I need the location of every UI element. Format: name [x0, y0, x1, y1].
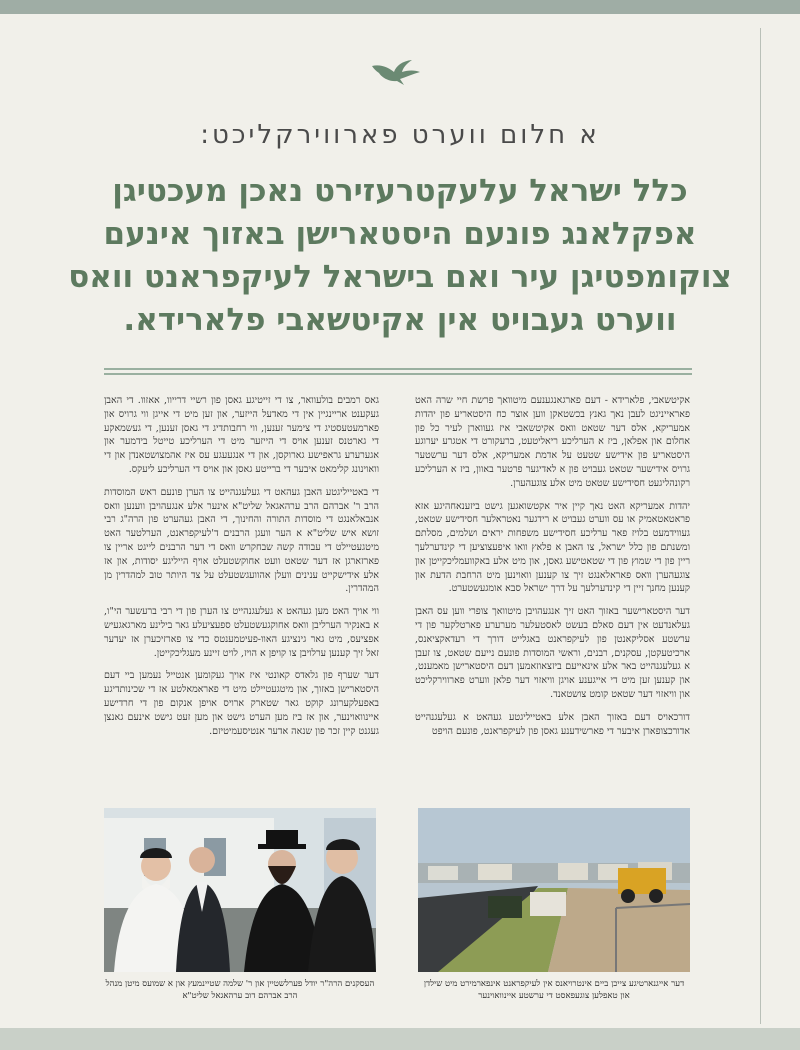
- divider-rule: [104, 373, 692, 375]
- photo-construction-illustration: [418, 808, 690, 972]
- paragraph: גאס רמבים בולעוואר, צו די זייטיגע גאסן פון רשיי דרייוו, אאזוו. די האבן געקענט אריינגיין אין די מאדעל הייזער, און זען מיט די אייגן ווי גרויס און פארמעטעסטיג די צימער זענען, ווי רחבותדיג די גאסן זענען, די געשמאקע די גארטנס זענען אויס די הייזער מיט די הערליכע טייטל בידמער און אגערערע גראפישע גארוקסן, און די אנגעעגע עס איז אהמצושטאנדן און די וואוינונג קלימאט איבער די ברייטע גאסן און אויס די הערליכע ליעקס.: [104, 395, 379, 475]
- headline: כלל ישראל עלעקטרעזירט נאכן מעכטיגן אפקלאנג פונעם היסטארישן באזוך אינעם צוקומפטיגן עיר ואם בישראל לעיקפראנט וואס ווערט געבויט אין אקיטשאבי פלארידא.: [68, 173, 732, 338]
- page-edge-line: [760, 28, 761, 1024]
- paragraph: דער היסטארישער באזוך האט זיך אנגעהויבן מיטוואך צופרי ווען עס האבן געלאנדעט אין דעם סאלם בעשט לאסטעלער מערערע פארטלקער פון די ערשטע אסליקאנטן פון לעיקפראנט באגלייט דורך די רעדאקציאנס, ארכיטעקטן, עסקנים, רבנים, וראשי המוסדות פונעם נייעם שטאט, צו זעבן א געלעגנהייט באר אלע אינאייעם ביזצאוזאמען דעם היסטארישן מאמענט, און קענען זען מיט די אייגענע אויגן וויאזוי דער פלאן ווערט פארווירקליכט און וויאזוי דער שטאט קומט צושטאנד.: [415, 606, 690, 700]
- photo-construction-site: [418, 808, 690, 972]
- bottom-band: [0, 1028, 800, 1050]
- top-band: [0, 0, 800, 14]
- divider-rule: [104, 368, 692, 370]
- photo-group-of-men: [104, 808, 376, 972]
- kicker-title: א חלום ווערט פארווירקליכט:: [200, 120, 600, 150]
- paragraph: אקיטשאבי, פלארידא - דעם פארגאנגענעם מיטוואך פרשת חיי שרה האט פאראייניגט לעבן נאך גאנץ בכשטאקן ווען אוצר כח היסטאריע פון יהדות אמעריקא, אלס דער שטאט וואס אקיטשאבי איז געווארן לעיר כל פון אחלום און אפלאן, ביז א הערליכע ריאליטעט, ברעקורט די אטגרע יערוגע היסטאריע פון אידישע שטעט על אדמת אמעריקא, אלס דער ערשטער גרויס אידישער שטאט געבויט פון א לאדיגער פרטער באוון, ביז א הערליכע רקונהליגעט חסידישע שטאט מיט אלע צוגעהערן.: [415, 395, 690, 489]
- article-column-right: [415, 394, 690, 747]
- photo-caption-left: העסקנים הרה"ר יודל פערלשטיין און ר' שלמה שטיינמעץ און א שמועס מיטן מנהל הרב אברהם דוב ערהאגאל שליט"א: [105, 979, 375, 1001]
- photo-group-illustration: [104, 808, 376, 972]
- article-column-left: [104, 394, 379, 747]
- paragraph: יהדות אמעריקא האט נאך קיין איר אקטשואגען גישט ביזענאחהיגע אזא פראטאטאמיק או עס ווערט געבויט א רידגער נאטראלער חסידישע שטאט, געווידמעט בלויז פאר ערליכע חסידישע משפחות יראים ושלמים, מסלתם ומשנתם פון כלל ישראל, צו האבן א פלאץ וואו איפעצוציען די קינדערלעך ריין פון די שמוץ פון די שטאטישע גאסן, און מיט אלע באקוועמליכקייטן און צוגעהערן וואס פאראלאנגט זיך צו קענען וואוינען מיט הרחבת הדעת און קענען מחנך זיין די קינדערלעך על דרך ישראל סבא אומגעשטערט.: [415, 500, 690, 595]
- photo-caption-right: דער אייגנארטיגע צייכן ביים אינטרויאנס אין לעיקפראנט אינפארמירט מיט שילדן און טאפלען צוגעפאסט די ערשטע איינוואוינער: [423, 979, 685, 1001]
- dove-logo-icon: [370, 58, 422, 86]
- paragraph: דער שערף פון גלאדס קאונטי איז אויך געקומען אנטייל נעמען ביי דעם היסטארישן באזוך, און מיטגעטיילט מיט די פאראמאלטע אז די שכינותדיגע באפעלקערונג קוקט גאר שטארק ארויס אויפן אנקום פון די חרדישע איינוואוינער, און אז ביז מען הערט גישט און מען זעט גישט אינעם גאנצן געגנט קיין זכר פון שנאה אדער אנטיסעמיטיזם.: [104, 670, 379, 737]
- paragraph: דורכאויס דעם באזוך האבן אלע באטייליגטע געהאט א געלעגנהייט אדורכצופארן איבער די פארשידענע גאסן פון לעיקפראנט, פונעם הויפט: [415, 711, 690, 737]
- paragraph: ווי אויך האט מען געהאט א געלעגנהייט צו הערן פון די רבי ברעשער הי"ו, א באנקיר הערליבן וואס אחוקגעשטעלט ספעציעלע גאר בילינע מארגאגעיש אפציעס, מיט גאר גינציגע האוו-פעיטמענטס כדי צו פארזיכערן אז יעדער זאל זיך קענען ערלויבן צו קויפן א הויז, לויט זיינע מעגליכקייטן.: [104, 606, 379, 659]
- paragraph: די באטייליגטע האבן געהאט די געלעגנהייט צו הערן פונעם ראש המוסדות הרב ר' אברהם הרב ערהאגאל שליט"א אינער אלע אנגעהויבן ווענען וואס אנבאלאנגט די מוסדות התורה והחינוך, די האבן געהערט פון הרה"ג רבי זושא איש שליט"א א הער וועגן הרבנים ד'לעיקפראנט, הערלטער האט מיטגעטיילט די עבודה קשה שבחקרש וואס די דער הרבנים לייגט אריין צו פארזארגן אז דער שטאט וועט אחוקשטעלט אויף הייליגע יסודות, און אז אלע אידישקייט ענינים וועלן אהוועגשטעלט על צד היותר טוב למהדרין מן המהדרין.: [104, 486, 379, 595]
